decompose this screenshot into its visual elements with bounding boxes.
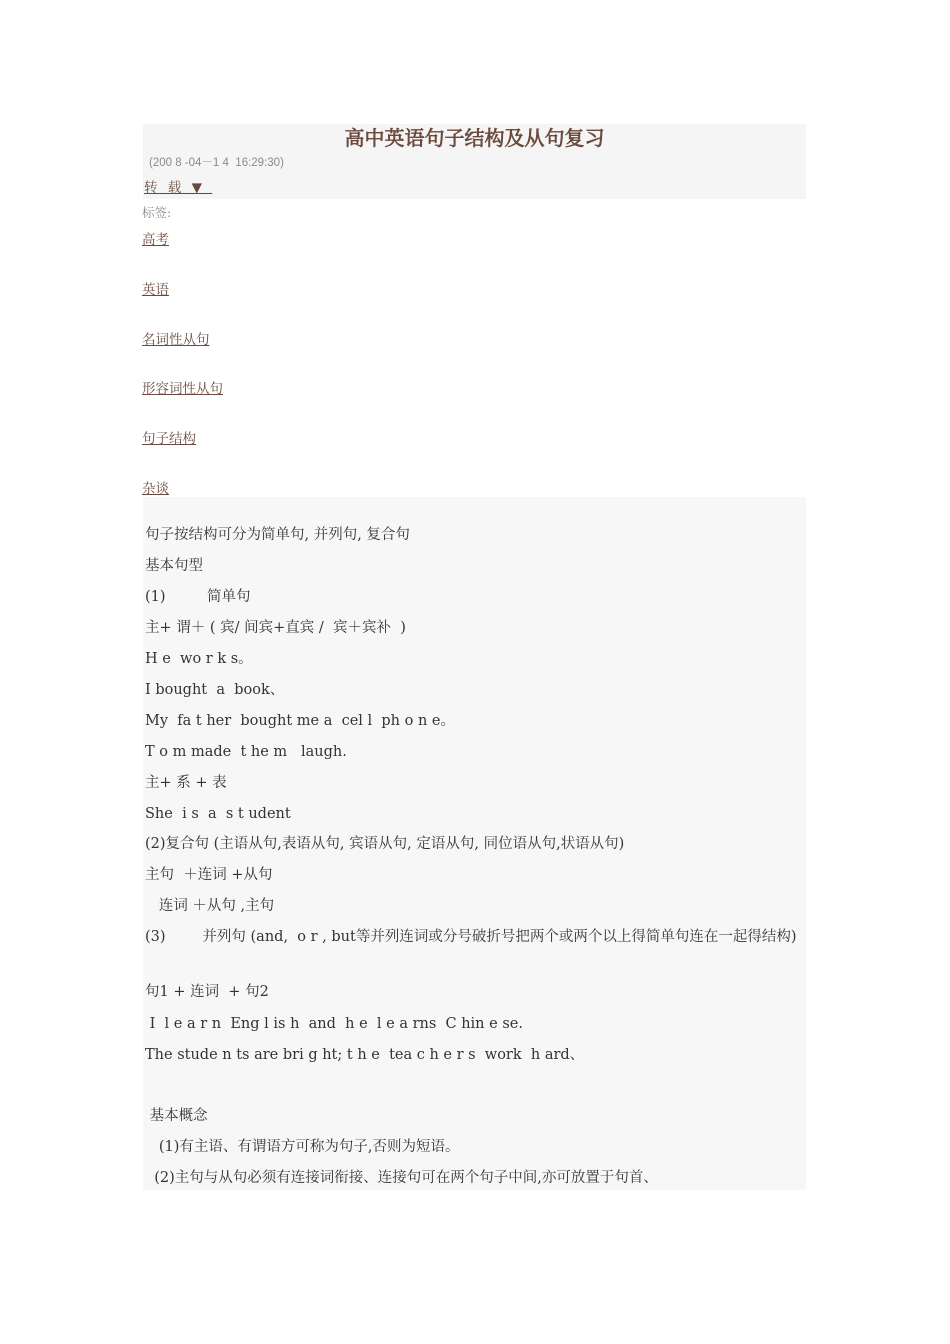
body-line: 主+ 系 + 表 (145, 775, 227, 791)
tag-link-misc[interactable]: 杂谈 (142, 481, 169, 497)
repost-dropdown-link[interactable]: 转 载 ▼ (144, 180, 213, 196)
tag-link-sentence-structure[interactable]: 句子结构 (142, 431, 196, 447)
body-line: 句子按结构可分为简单句, 并列句, 复合句 (145, 527, 410, 543)
body-line: 主句 ＋连词 +从句 (145, 867, 273, 883)
post-timestamp: (200 8 -04－1 4 16:29:30) (149, 157, 284, 169)
body-line: H e wo r k s。 (145, 651, 253, 667)
article-header (143, 124, 806, 199)
body-line: She i s a s t udent (145, 806, 291, 822)
article-body (143, 497, 806, 1190)
body-line: (2)复合句 (主语从句,表语从句, 宾语从句, 定语从句, 同位语从句,状语从句) (145, 836, 625, 852)
tags-label: 标签: (142, 205, 172, 220)
body-line: The stude n ts are bri g ht; t h e tea c h e r s work h ard、 (145, 1047, 585, 1063)
body-line: I l e a r n Eng l is h and h e l e a rns C hin e se. (145, 1016, 523, 1032)
section-heading: 基本概念 (145, 1108, 208, 1124)
body-line: (1)有主语、有谓语方可称为句子,否则为短语。 (145, 1139, 460, 1155)
article-title: 高中英语句子结构及从句复习 (344, 126, 605, 150)
body-line: 主+ 谓＋ ( 宾/ 间宾+直宾 / 宾＋宾补 ) (145, 620, 406, 636)
body-line: (1) 简单句 (145, 589, 251, 605)
tag-link-adjective-clause[interactable]: 形容词性从句 (142, 381, 223, 397)
body-line: My fa t her bought me a cel l ph o n e。 (145, 713, 455, 729)
body-line: 基本句型 (145, 558, 203, 574)
body-line: 句1 + 连词 + 句2 (145, 984, 269, 1000)
tag-link-noun-clause[interactable]: 名词性从句 (142, 332, 210, 348)
tag-link-english[interactable]: 英语 (142, 282, 169, 298)
body-line: T o m made t he m laugh. (145, 744, 347, 760)
body-line: (2)主句与从句必须有连接词衔接、连接句可在两个句子中间,亦可放置于句首、 (145, 1170, 658, 1186)
tag-link-gaokao[interactable]: 高考 (142, 232, 169, 248)
body-line: (3) 并列句 (and, o r , but等并列连词或分号破折号把两个或两个以上得简单句连在一起得结构) (145, 929, 797, 945)
body-line: 连词 ＋从句 ,主句 (145, 898, 275, 914)
body-line: I bought a book、 (145, 682, 285, 698)
